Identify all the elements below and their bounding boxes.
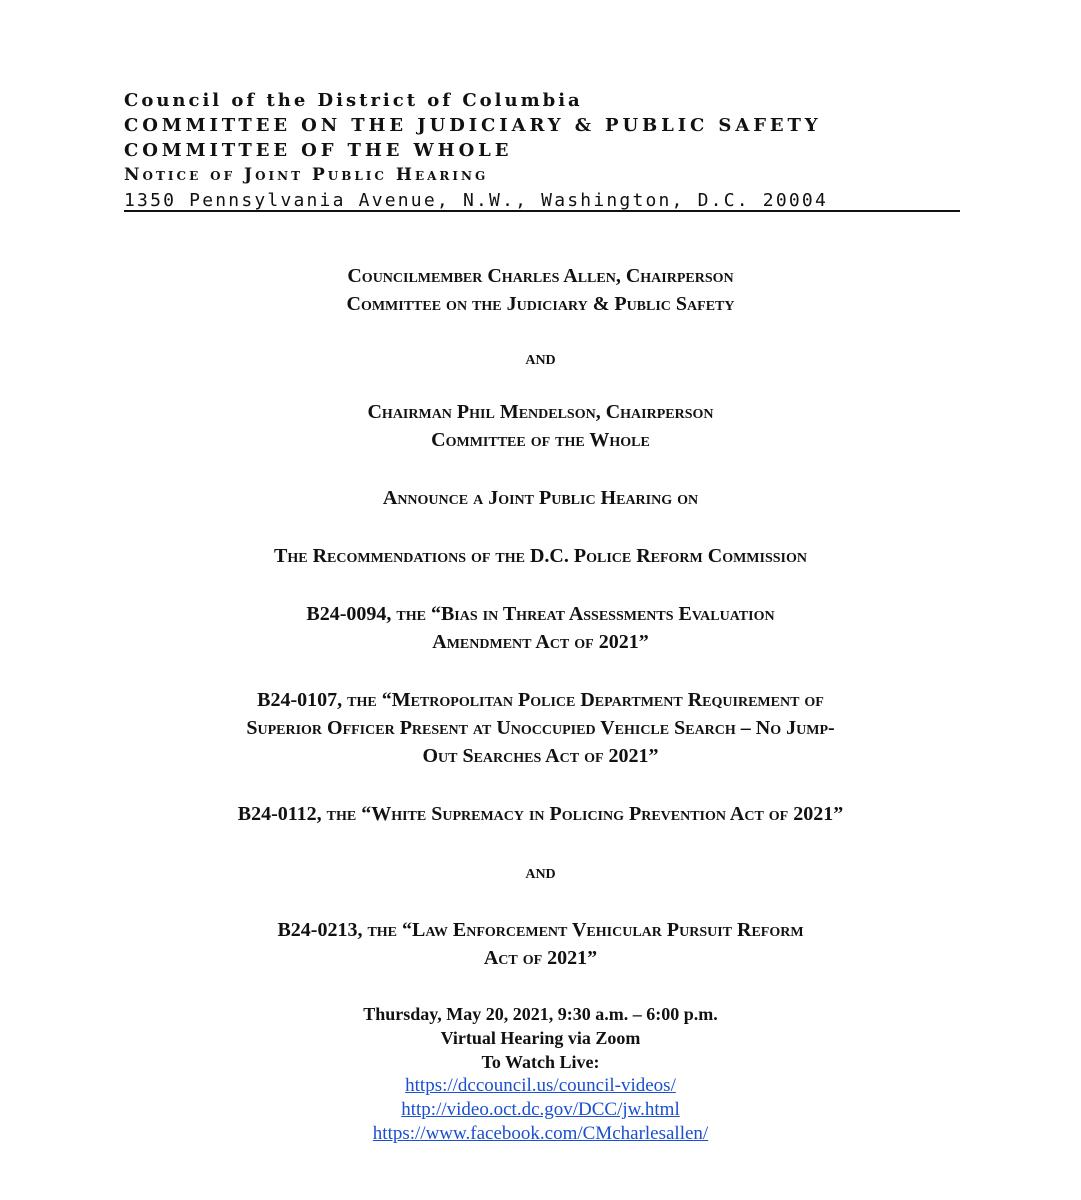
notice-body (0, 262, 1081, 1146)
council-name: Council of the District of Columbia (124, 90, 583, 111)
letterhead-divider (124, 210, 960, 212)
chair2-name: Chairman Phil Mendelson, Chairperson (367, 401, 714, 423)
link-facebook[interactable]: https://www.facebook.com/CMcharlesallen/ (372, 1123, 709, 1144)
committee-whole: COMMITTEE OF THE WHOLE (124, 140, 513, 161)
link-oct-video[interactable]: http://video.oct.dc.gov/DCC/jw.html (401, 1099, 680, 1120)
bill-b24-0213-line2: Act of 2021” (483, 947, 598, 969)
watch-live-label: To Watch Live: (481, 1052, 600, 1072)
and-conjunction-1: and (525, 347, 556, 369)
chair1-committee: Committee on the Judiciary & Public Safety (346, 293, 735, 315)
hearing-venue: Virtual Hearing via Zoom (440, 1028, 641, 1048)
and-conjunction-2: and (525, 861, 556, 883)
bill-b24-0107-line2: Superior Officer Present at Unoccupied Vehicle Search – No Jump- (246, 717, 835, 739)
announce-line: Announce a Joint Public Hearing on (382, 487, 699, 509)
bill-b24-0094-line2: Amendment Act of 2021” (432, 631, 649, 653)
bill-b24-0094-line1: B24-0094, the “Bias in Threat Assessments Evaluation (306, 603, 775, 625)
committee-judiciary: COMMITTEE ON THE JUDICIARY & PUBLIC SAFETY (124, 115, 822, 136)
bill-b24-0112-line1: B24-0112, the “White Supremacy in Policing Prevention Act of 2021” (237, 803, 844, 825)
hearing-datetime: Thursday, May 20, 2021, 9:30 a.m. – 6:00 p.m. (363, 1004, 718, 1024)
notice-type: Notice of Joint Public Hearing (124, 165, 489, 185)
chair2-committee: Committee of the Whole (431, 429, 650, 451)
bill-b24-0213-line1: B24-0213, the “Law Enforcement Vehicular Pursuit Reform (277, 919, 804, 941)
hearing-subject: The Recommendations of the D.C. Police Reform Commission (274, 545, 807, 567)
letterhead (124, 88, 960, 213)
chair1-name: Councilmember Charles Allen, Chairperson (347, 265, 734, 287)
council-address: 1350 Pennsylvania Avenue, N.W., Washington, D.C. 20004 (124, 190, 828, 211)
bill-b24-0107-line1: B24-0107, the “Metropolitan Police Department Requirement of (257, 689, 824, 711)
link-dccouncil-videos[interactable]: https://dccouncil.us/council-videos/ (405, 1075, 676, 1096)
bill-b24-0107-line3: Out Searches Act of 2021” (422, 745, 659, 767)
